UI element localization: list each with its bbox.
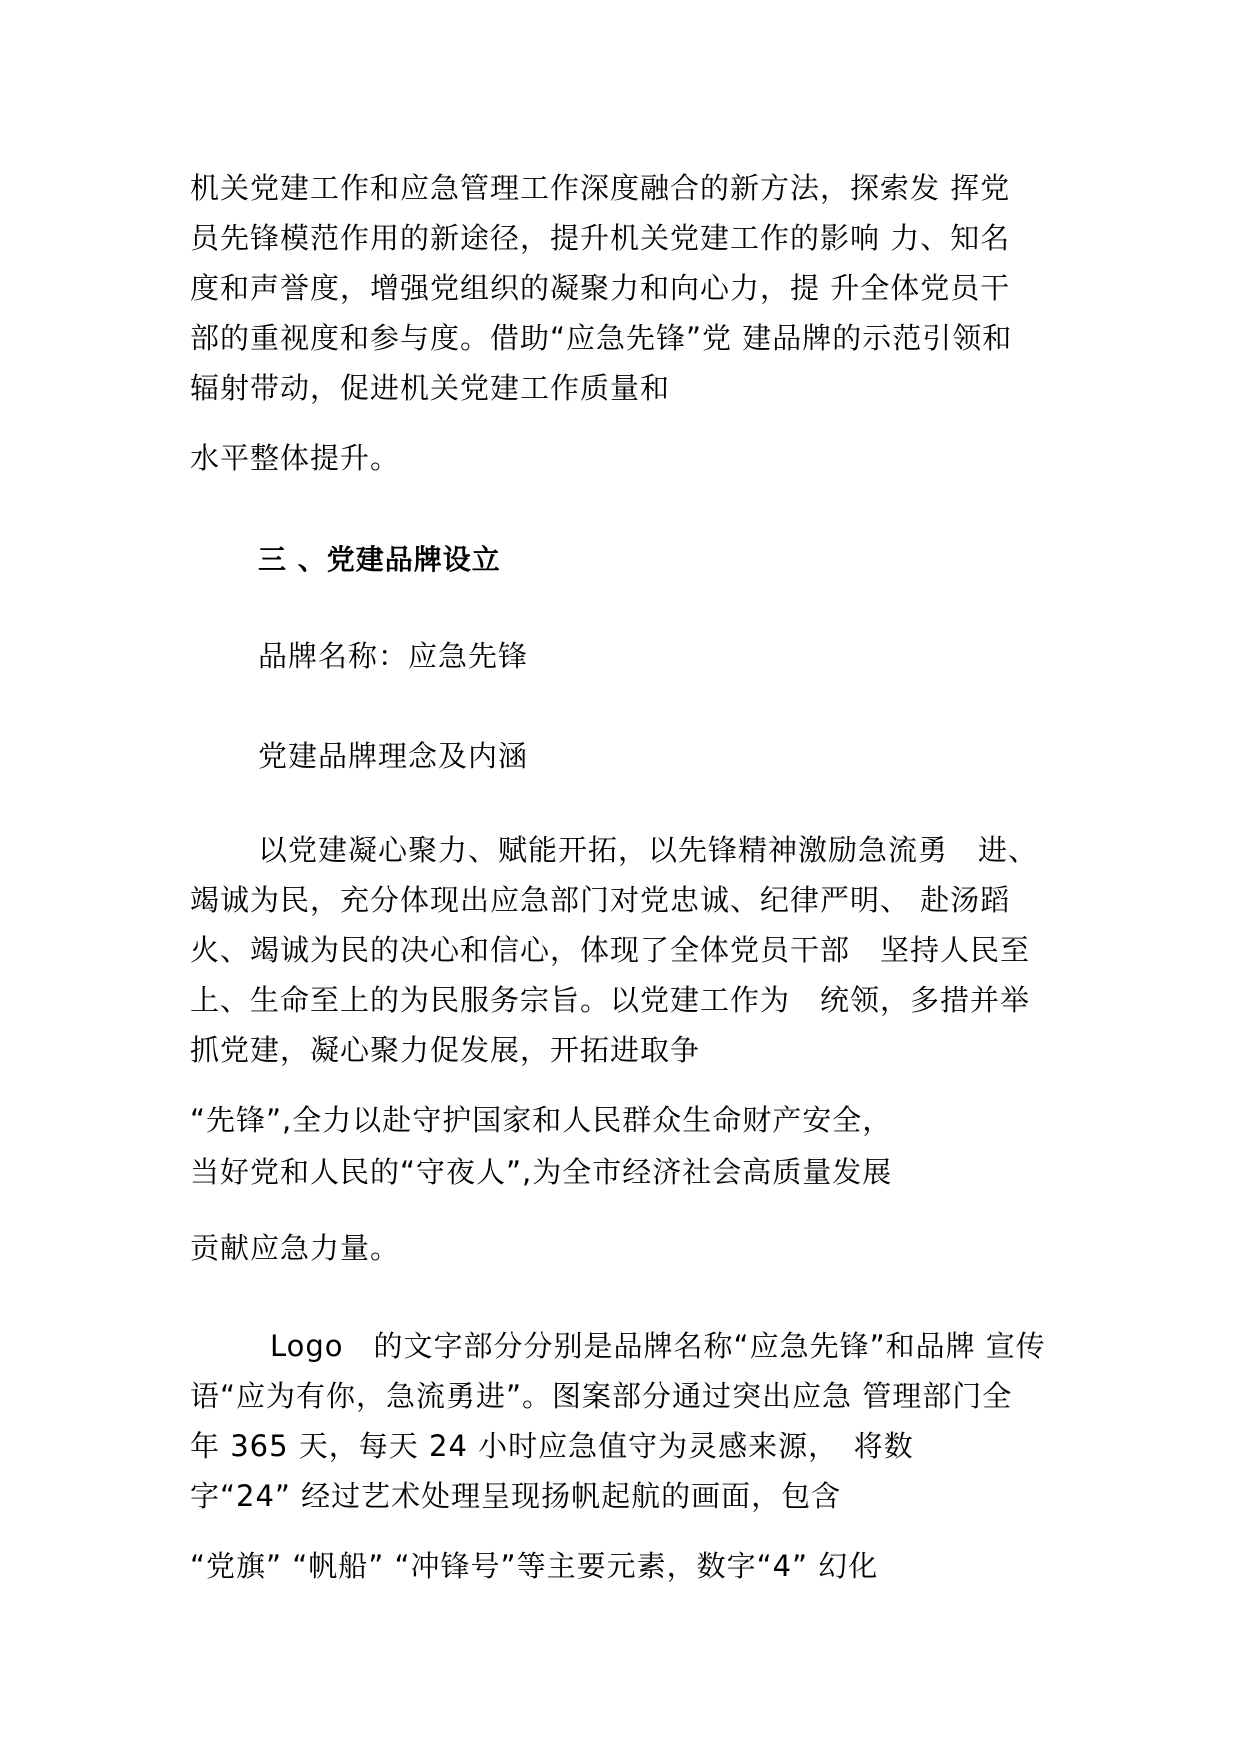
paragraph-3-line-3: 年 365 天，每天 24 小时应急值守为灵感来源， 将数 [190,1429,914,1463]
paragraph-3-line-2: 语“应为有你，急流勇进”。图案部分通过突出应急 管理部门全 [190,1379,1013,1413]
paragraph-2-continuation-1: “先锋”,全力以赴守护国家和人民群众生命财产安全， [190,1103,893,1137]
paragraph-1-line-3: 度和声誉度，增强党组织的凝聚力和向心力，提 升全体党员干 [190,271,1011,305]
paragraph-2-tail: 贡献应急力量。 [190,1231,401,1265]
brand-concept-title: 党建品牌理念及内涵 [258,739,529,773]
section-heading: 三 、党建品牌设立 [258,543,501,576]
paragraph-2-line-1: 以党建凝心聚力、赋能开拓，以先锋精神激励急流勇 进、 [258,833,1039,867]
paragraph-2-continuation-2: 当好党和人民的“守夜人”,为全市经济社会高质量发展 [190,1155,893,1189]
paragraph-1-tail: 水平整体提升。 [190,441,401,475]
paragraph-1-line-5: 辐射带动，促进机关党建工作质量和 [190,371,671,405]
paragraph-1-line-1: 机关党建工作和应急管理工作深度融合的新方法，探索发 挥党 [190,171,1011,205]
brand-name: 品牌名称：应急先锋 [258,639,529,673]
paragraph-1-line-4: 部的重视度和参与度。借助“应急先锋”党 建品牌的示范引领和 [190,321,1013,355]
paragraph-3-line-4: 字“24” 经过艺术处理呈现扬帆起航的画面，包含 [190,1479,842,1513]
paragraph-2-line-4: 上、生命至上的为民服务宗旨。以党建工作为 统领，多措并举 [190,983,1031,1017]
paragraph-3-line-1: Logo 的文字部分分别是品牌名称“应急先锋”和品牌 宣传 [270,1329,1046,1363]
paragraph-1-line-2: 员先锋模范作用的新途径，提升机关党建工作的影响 力、知名 [190,221,1011,255]
paragraph-3-line-5: “党旗” “帆船” “冲锋号”等主要元素，数字“4” 幻化 [190,1549,879,1583]
paragraph-2-line-5: 抓党建，凝心聚力促发展，开拓进取争 [190,1033,701,1067]
paragraph-2-line-2: 竭诚为民，充分体现出应急部门对党忠诚、纪律严明、 赴汤蹈 [190,883,1011,917]
paragraph-2-line-3: 火、竭诚为民的决心和信心，体现了全体党员干部 坚持人民至 [190,933,1031,967]
